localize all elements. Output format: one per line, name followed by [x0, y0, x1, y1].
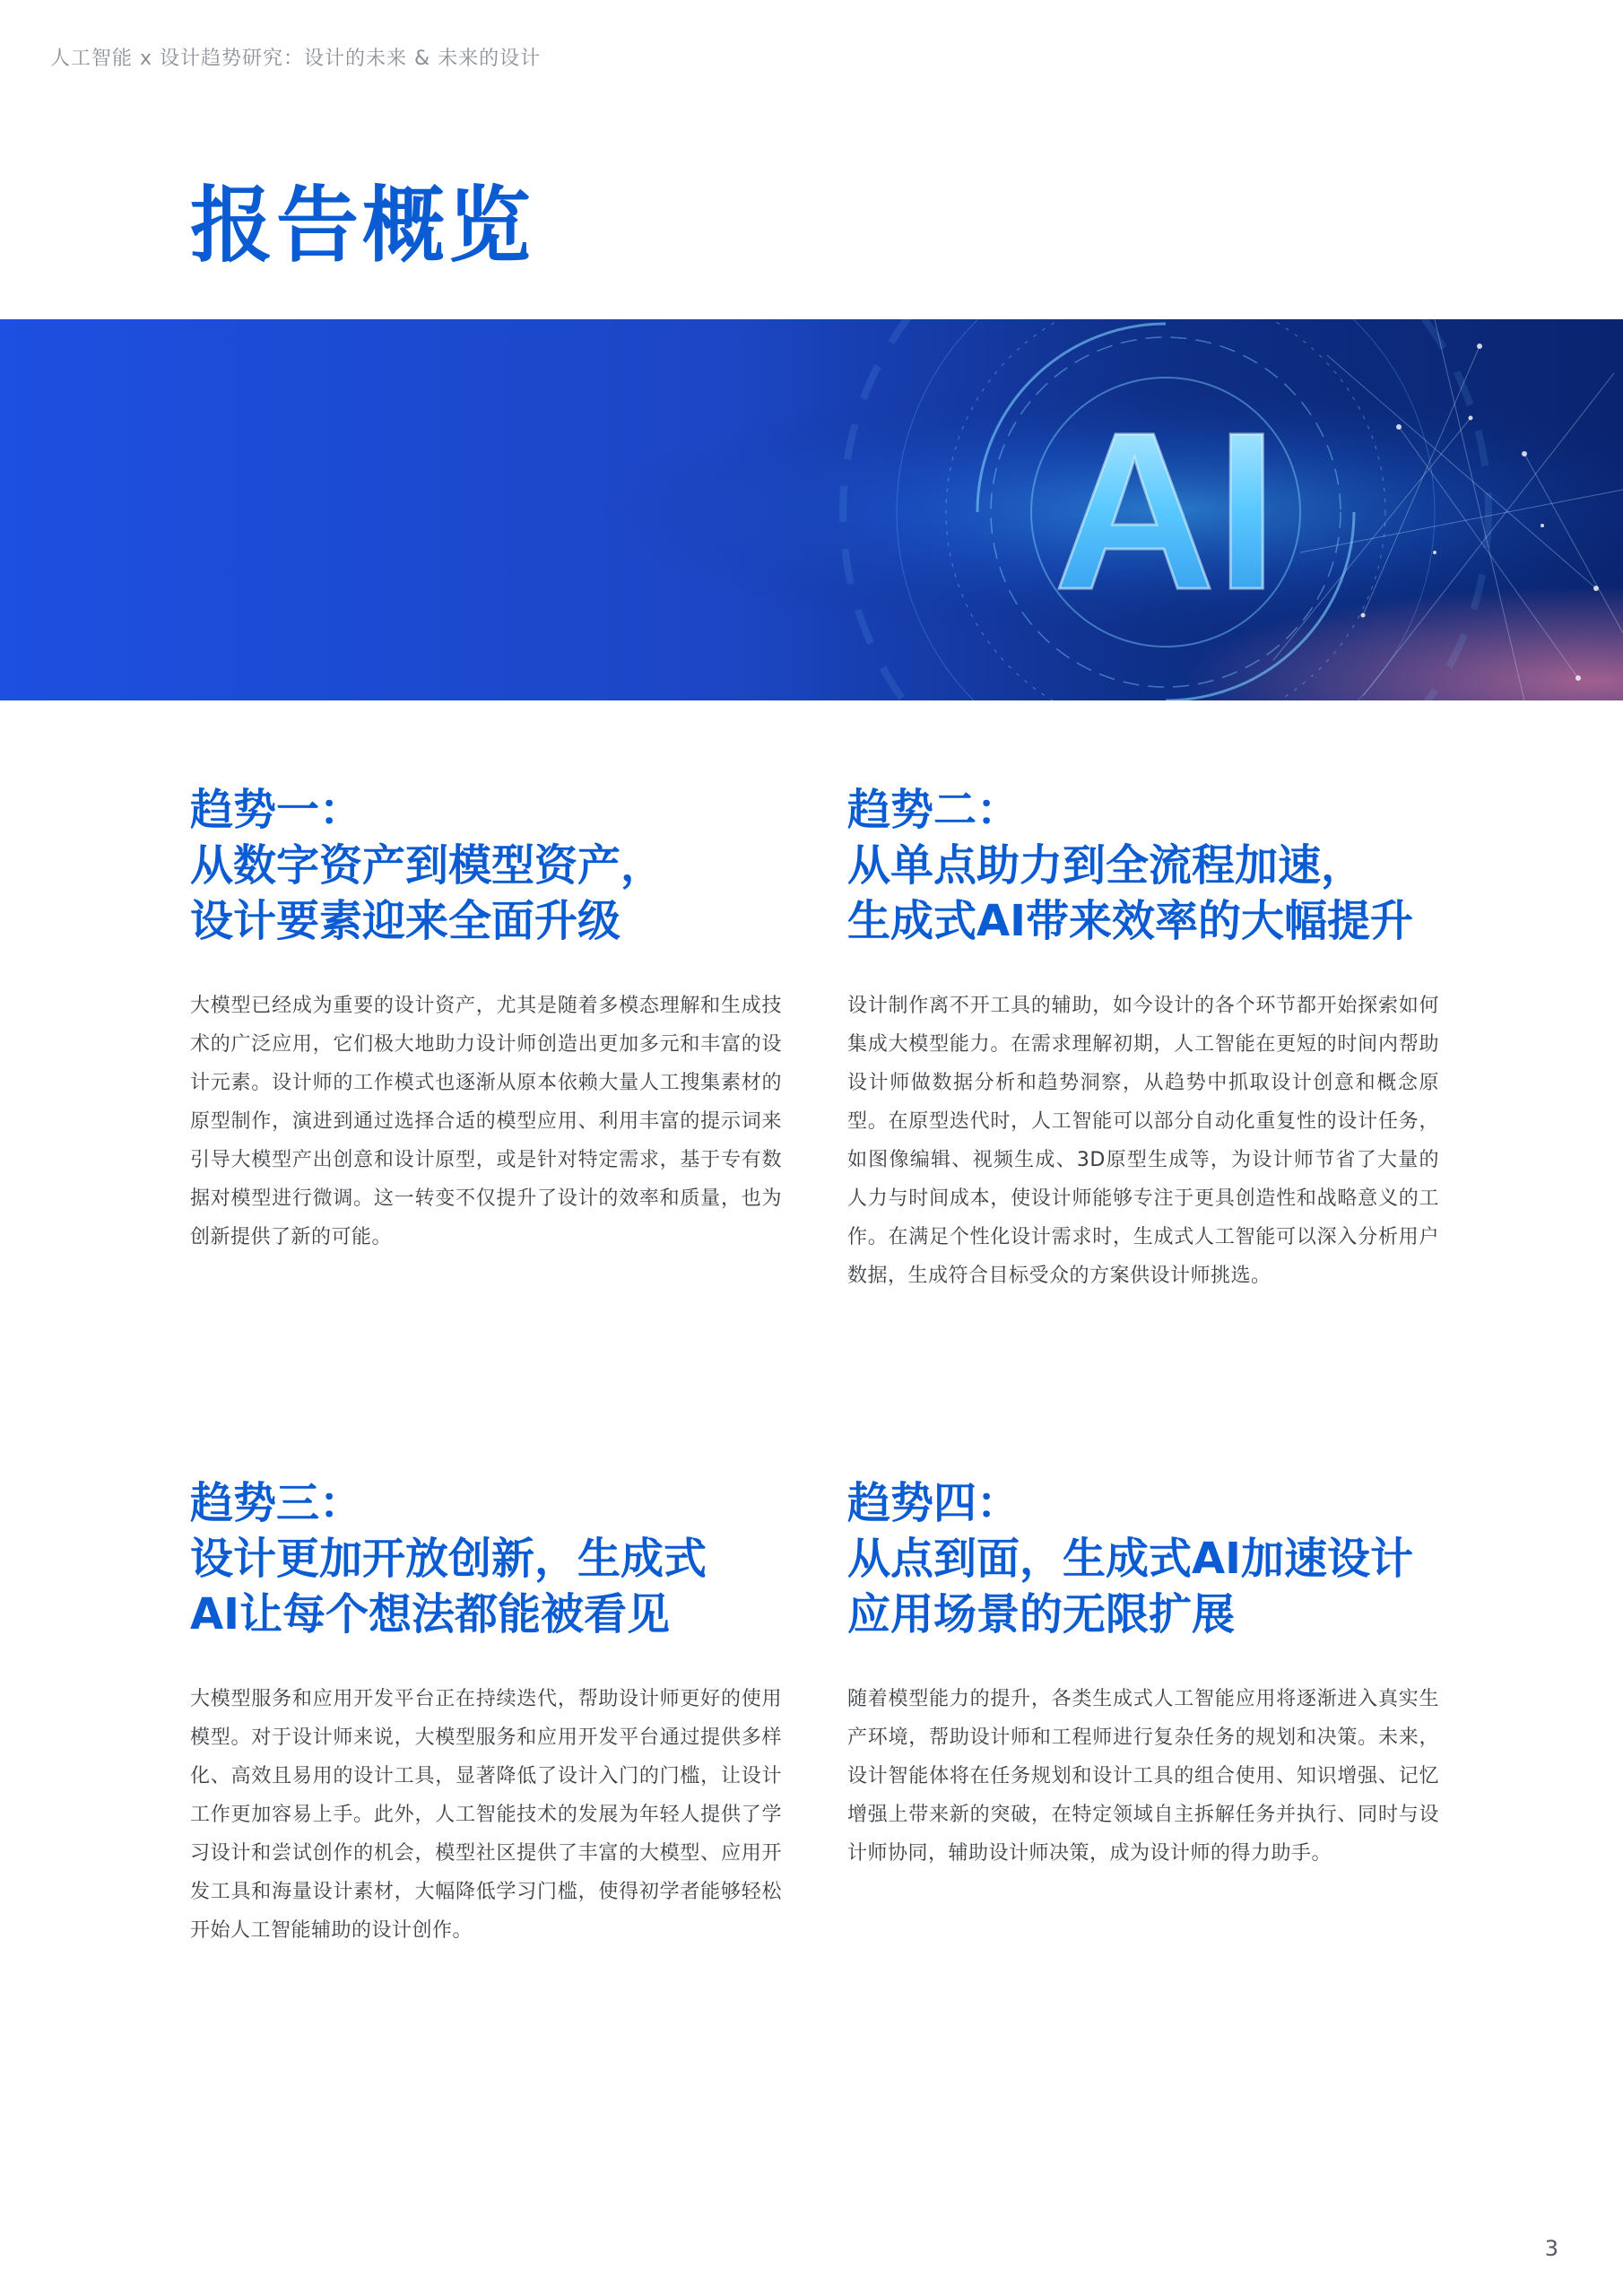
- trend-section: [190, 1475, 782, 1950]
- trend-section: [190, 782, 782, 1257]
- page-number: 3: [1544, 2236, 1558, 2261]
- trend-heading-line: 从数字资产到模型资产，: [190, 840, 664, 891]
- trend-heading: [190, 782, 782, 949]
- trend-body: 设计制作离不开工具的辅助，如今设计的各个环节都开始探索如何集成大模型能力。在需求理解初期，人工智能在更短的时间内帮助设计师做数据分析和趋势洞察，从趋势中抓取设计创意和概念原型。在原型迭代时，人工智能可以部分自动化重复性的设计任务，如图像编辑、视频生成、3D原型生成等，为设计师节省了大量的人力与时间成本，使设计师能够专注于更具创造性和战略意义的工作。在满足个性化设计需求时，生成式人工智能可以深入分析用户数据，生成符合目标受众的方案供设计师挑选。: [847, 995, 1439, 1287]
- trend-heading: [847, 782, 1439, 949]
- trend-heading-line: AI让每个想法都能被看见: [190, 1589, 671, 1639]
- trend-heading: [190, 1475, 782, 1642]
- trend-label: 趋势一：: [190, 785, 363, 835]
- trend-heading-line: 从点到面，生成式AI加速设计: [847, 1534, 1414, 1584]
- trend-heading-line: 生成式AI带来效率的大幅提升: [847, 896, 1414, 946]
- trend-body: 随着模型能力的提升，各类生成式人工智能应用将逐渐进入真实生产环境，帮助设计师和工程师进行复杂任务的规划和决策。未来，设计智能体将在任务规划和设计工具的组合使用、知识增强、记忆增强上带来新的突破，在特定领域自主拆解任务并执行、同时与设计师协同，辅助设计师决策，成为设计师的得力助手。: [847, 1688, 1439, 1865]
- trend-label: 趋势三：: [190, 1478, 363, 1528]
- trend-section: [847, 1475, 1439, 1873]
- page-title: 报告概览: [190, 178, 535, 274]
- trend-section: [847, 782, 1439, 1295]
- trend-label: 趋势二：: [847, 785, 1020, 835]
- trend-body: 大模型已经成为重要的设计资产，尤其是随着多模态理解和生成技术的广泛应用，它们极大地助力设计师创造出更加多元和丰富的设计元素。设计师的工作模式也逐渐从原本依赖大量人工搜集素材的原型制作，演进到通过选择合适的模型应用、利用丰富的提示词来引导大模型产出创意和设计原型，或是针对特定需求，基于专有数据对模型进行微调。这一转变不仅提升了设计的效率和质量，也为创新提供了新的可能。: [190, 995, 782, 1248]
- trend-body: 大模型服务和应用开发平台正在持续迭代，帮助设计师更好的使用模型。对于设计师来说，大模型服务和应用开发平台通过提供多样化、高效且易用的设计工具，显著降低了设计入门的门槛，让设计工作更加容易上手。此外，人工智能技术的发展为年轻人提供了学习设计和尝试创作的机会，模型社区提供了丰富的大模型、应用开发工具和海量设计素材，大幅降低学习门槛，使得初学者能够轻松开始人工智能辅助的设计创作。: [190, 1688, 782, 1942]
- ai-banner-image: [0, 319, 1623, 700]
- ai-logo-text: AI: [1054, 386, 1278, 636]
- running-header: 人工智能 x 设计趋势研究：设计的未来 & 未来的设计: [50, 48, 542, 70]
- trend-heading-line: 从单点助力到全流程加速，: [847, 840, 1365, 891]
- trend-label: 趋势四：: [847, 1478, 1020, 1528]
- trend-heading: [847, 1475, 1439, 1642]
- trend-heading-line: 设计要素迎来全面升级: [190, 896, 621, 946]
- trend-heading-line: 设计更加开放创新，生成式: [190, 1534, 707, 1584]
- trend-heading-line: 应用场景的无限扩展: [847, 1589, 1236, 1639]
